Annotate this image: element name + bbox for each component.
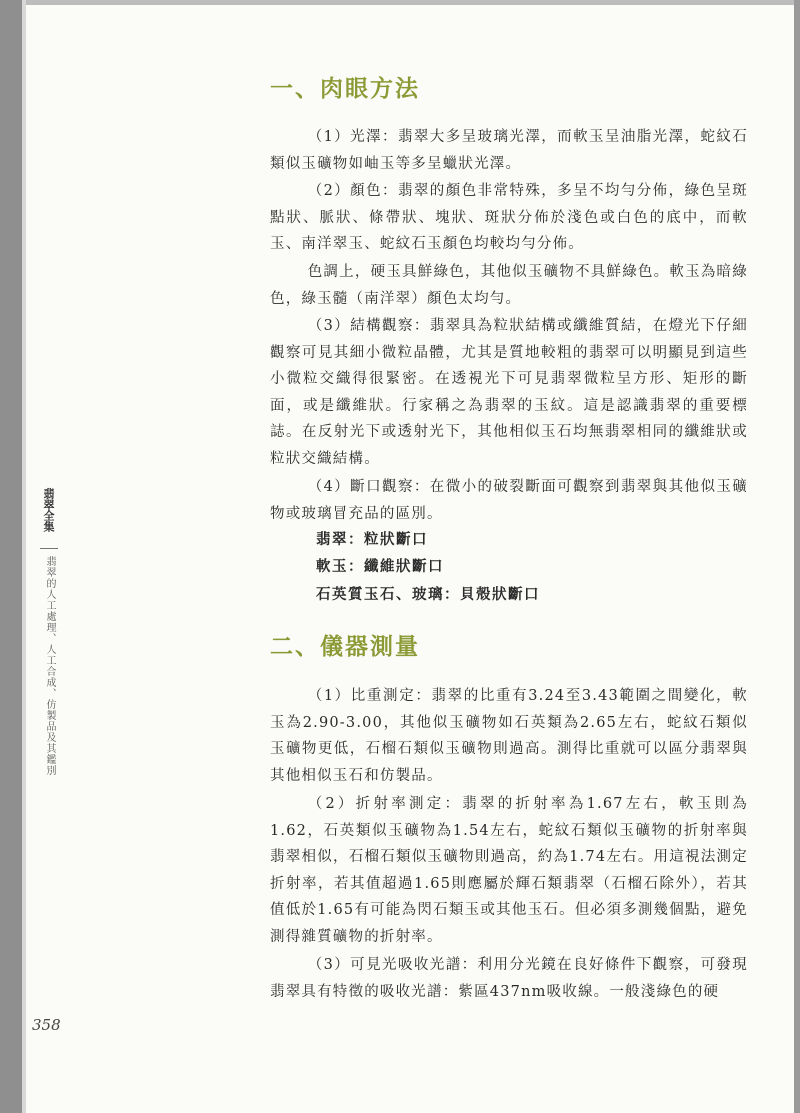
section-heading-visual: 一、肉眼方法 bbox=[270, 76, 420, 102]
scan-edge-top bbox=[26, 0, 794, 5]
fracture-quartz-glass: 石英質玉石、玻璃：貝殼狀斷口 bbox=[316, 586, 540, 603]
page-gutter bbox=[22, 0, 26, 1113]
fracture-jadeite: 翡翠：粒狀斷口 bbox=[316, 531, 428, 548]
section-heading-instrument: 二、儀器測量 bbox=[270, 634, 420, 660]
running-head-divider bbox=[40, 548, 58, 549]
scan-edge-right bbox=[794, 0, 800, 1113]
paragraph-luster: （1）光澤：翡翠大多呈玻璃光澤，而軟玉呈油脂光澤，蛇紋石類似玉礦物如岫玉等多呈蠟狀光澤。 bbox=[270, 129, 748, 172]
running-head-chapter-title: 翡翠的人工處理、人工合成、仿製品及其鑑別 bbox=[44, 556, 55, 776]
page-number: 358 bbox=[32, 1016, 61, 1034]
running-head-book-title: 翡翠全集 bbox=[42, 488, 55, 532]
scan-edge-left bbox=[0, 0, 22, 1113]
paragraph-color: （2）顏色：翡翠的顏色非常特殊，多呈不均勻分佈，綠色呈斑點狀、脈狀、條帶狀、塊狀、斑狀分佈於淺色或白色的底中，而軟玉、南洋翠玉、蛇紋石玉顏色均較均勻分佈。 bbox=[270, 183, 748, 252]
fracture-nephrite: 軟玉：纖維狀斷口 bbox=[316, 558, 444, 575]
paragraph-specific-gravity: （1）比重測定：翡翠的比重有3.24至3.43範圍之間變化，軟玉為2.90-3.00，其他似玉礦物如石英類為2.65左右，蛇紋石類似玉礦物更低，石榴石類似玉礦物則過高。測得比重就可以區分翡翠與其他相似玉石和仿製品。 bbox=[270, 688, 748, 784]
paragraph-structure: （3）結構觀察：翡翠具為粒狀結構或纖維質結，在燈光下仔細觀察可見其細小微粒晶體，尤其是質地較粗的翡翠可以明顯見到這些小微粒交織得很緊密。在透視光下可見翡翠微粒呈方形、矩形的斷面，或是纖維狀。行家稱之為翡翠的玉紋。這是認識翡翠的重要標誌。在反射光下或透射光下，其他相似玉石均無翡翠相同的纖維狀或粒狀交織結構。 bbox=[270, 318, 748, 467]
paragraph-absorption-spectrum: （3）可見光吸收光譜：利用分光鏡在良好條件下觀察，可發現翡翠具有特徵的吸收光譜：紫區437nm吸收線。一般淺綠色的硬 bbox=[270, 957, 748, 1000]
paragraph-refractive-index: （2）折射率測定：翡翠的折射率為1.67左右，軟玉則為1.62，石英類似玉礦物為1.54左右，蛇紋石類似玉礦物的折射率與翡翠相似，石榴石類似玉礦物則過高，約為1.74左右。用這視法測定折射率，若其值超過1.65則應屬於輝石類翡翠（石榴石除外），若其值低於1.65有可能為閃石類玉或其他玉石。但必須多測幾個點，避免測得雜質礦物的折射率。 bbox=[270, 796, 748, 945]
paragraph-fracture: （4）斷口觀察：在微小的破裂斷面可觀察到翡翠與其他似玉礦物或玻璃冒充品的區別。 bbox=[270, 479, 748, 522]
paragraph-tone: 色調上，硬玉具鮮綠色，其他似玉礦物不具鮮綠色。軟玉為暗綠色，綠玉髓（南洋翠）顏色太均勻。 bbox=[270, 264, 748, 307]
